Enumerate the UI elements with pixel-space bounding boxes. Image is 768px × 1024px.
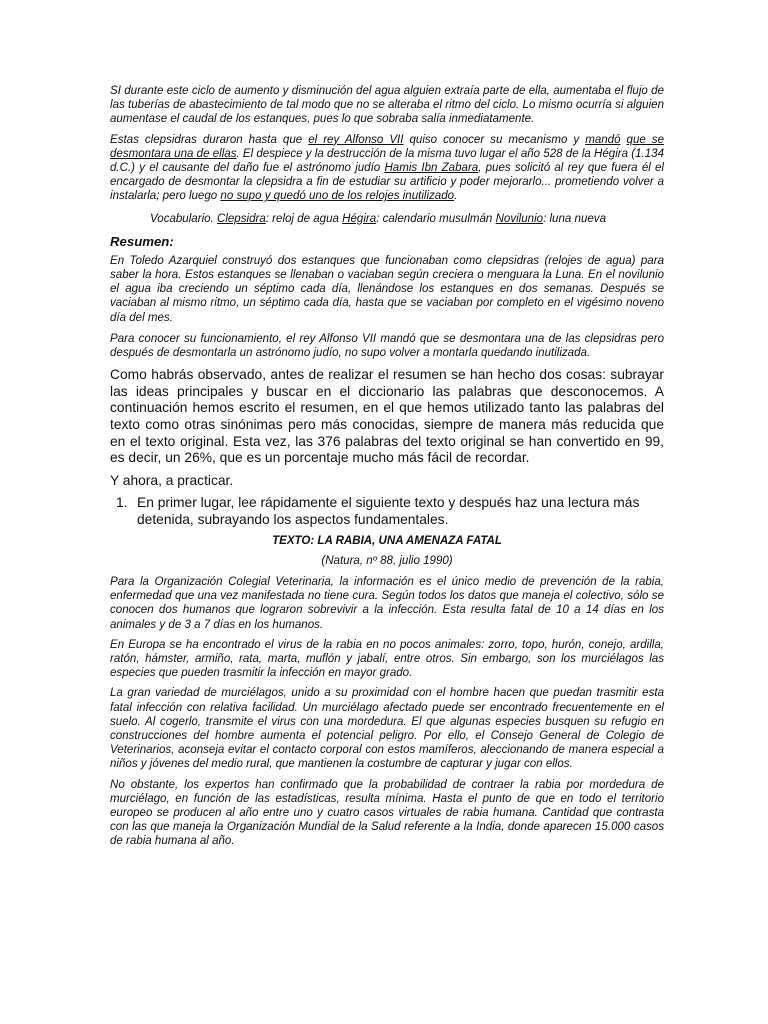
explanation-paragraph: Como habrás observado, antes de realizar el resumen se han hecho dos cosas: subrayar las ideas principales y buscar en el diccionario las palabras que desconocemos. A continuación hemos escrito el resumen, en el que hemos utilizado tanto las palabras del texto como otras sinónimas pero más conocidas, siempre de manera más reducida que en el texto original. Esta vez, las 376 palabras del texto original se han convertido en 99, es decir, un 26%, que es un porcentaje mucho más fácil de recordar. [110, 367, 664, 466]
resumen-paragraph: Para conocer su funcionamiento, el rey Alfonso VII mandó que se desmontara una de las clepsidras pero después de desmontarla un astrónomo judío, no supo volver a montarla quedando inutilizada. [110, 332, 664, 360]
text-segment: , pues solicitó al rey que fuera él el encargado de desmontar la clepsidra a fin de estudiar su artificio y poder mejorarlo... prometiendo volver a instalarla; pero luego [110, 162, 664, 203]
underlined-phrase: mandó [585, 133, 621, 146]
vocab-definition: : luna nueva [543, 212, 606, 225]
resumen-heading: Resumen: [110, 233, 174, 249]
rabia-paragraph: No obstante, los expertos han confirmado que la probabilidad de contraer la rabia por mordedura de murciélago, en función de las estadísticas, resulta mínima. Hasta el punto de que en todo el territorio europeo se producen al año entre uno y cuatro casos virtuales de rabia humana. Cantidad que contrasta con las que maneja la Organización Mundial de la Salud referente a la India, donde aparecen 15.000 casos de rabia humana al año. [110, 778, 664, 848]
resumen-paragraph: En Toledo Azarquiel construyó dos estanques que funcionaban como clepsidras (relojes de agua) para saber la hora. Estos estanques se llenaban o vaciaban según creciera o menguara la Luna. En el novilunio el agua iba creciendo un séptimo cada día, llenándose los estanques en dos semanas. Después se vaciaban al mismo ritmo, un séptimo cada día, hasta que se vaciaban por completo en el vigésimo noveno día del mes. [110, 254, 664, 324]
practice-line: Y ahora, a practicar. [110, 472, 234, 488]
vocabulary-line [110, 212, 664, 226]
document-page [110, 84, 664, 849]
paragraph-clepsidras [110, 133, 664, 204]
list-number: 1. [116, 495, 128, 511]
text-title: TEXTO: LA RABIA, UNA AMENAZA FATAL [272, 534, 502, 547]
vocab-term: Clepsidra [216, 212, 266, 225]
vocab-definition: : calendario musulmán [376, 212, 496, 225]
text-source: (Natura, nº 88, julio 1990) [321, 554, 453, 567]
rabia-paragraph: En Europa se ha encontrado el virus de la rabia en no pocos animales: zorro, topo, hurón, conejo, ardilla, ratón, hámster, armiño, rata, marta, muflón y jabalí, entre otros. Sin embargo, son los murciélagos las especies que pueden trasmitir la infección en mayor grado. [110, 638, 664, 680]
underlined-phrase: no supo y quedó uno de los relojes inutilizado [220, 190, 455, 203]
text-segment: . El despiece y la destrucción de la misma tuvo lugar el año 528 de la Hégira (1.134 d.C.) y el causante del daño fue el astrónomo judío [110, 147, 664, 175]
vocab-lead: Vocabulario. [150, 212, 217, 225]
text-segment: Estas clepsidras duraron hasta que [110, 133, 309, 146]
rabia-paragraph: La gran variedad de murciélagos, unido a su proximidad con el hombre hacen que puedan trasmitir esta fatal infección con relativa facilidad. Un murciélago afectado puede ser encontrado frecuentemente en el suelo. Al cogerlo, transmite el virus con una mordedura. El que algunas especies busquen su refugio en construcciones del hombre aumenta el potencial peligro. Por ello, el Consejo General de Colegio de Veterinarios, aconseja evitar el contacto corporal con estos mamíferos, aleccionando de manera especial a niños y jóvenes del medio rural, que mantienen la costumbre de capturar y jugar con ellos. [110, 687, 664, 771]
paragraph-flow: SI durante este ciclo de aumento y disminución del agua alguien extraía parte de ella, aumentaba el flujo de las tuberías de abastecimiento de tal modo que no se alteraba el ritmo del ciclo. Lo mismo ocurría si alguien aumentase el caudal de los estanques, pues lo que sobraba salía inmediatamente. [110, 85, 664, 126]
list-item [110, 495, 664, 528]
underlined-phrase: el rey Alfonso VII [308, 133, 404, 146]
underlined-phrase: que se desmontara una de ellas [110, 133, 664, 160]
rabia-paragraph: Para la Organización Colegial Veterinaria, la información es el único medio de prevención de la rabia, enfermedad que una vez manifestada no tiene cura. Según todos los datos que maneja el colectivo, sólo se conocen dos humanos que lograron sobrevivir a la infección. Esta resulta fatal de 10 a 14 días en los animales y de 3 a 7 días en los humanos. [110, 576, 664, 631]
list-text: En primer lugar, lee rápidamente el siguiente texto y después haz una lectura más detenida, subrayando los aspectos fundamentales. [137, 495, 640, 527]
underlined-phrase: Hamis Ibn Zabara [384, 162, 479, 175]
vocab-term: Novilunio [495, 212, 544, 225]
vocab-term: Hégira [342, 212, 377, 225]
vocab-definition: : reloj de agua [265, 212, 343, 225]
text-segment: quiso conocer su mecanismo y [403, 133, 586, 146]
text-segment: . [454, 190, 458, 203]
